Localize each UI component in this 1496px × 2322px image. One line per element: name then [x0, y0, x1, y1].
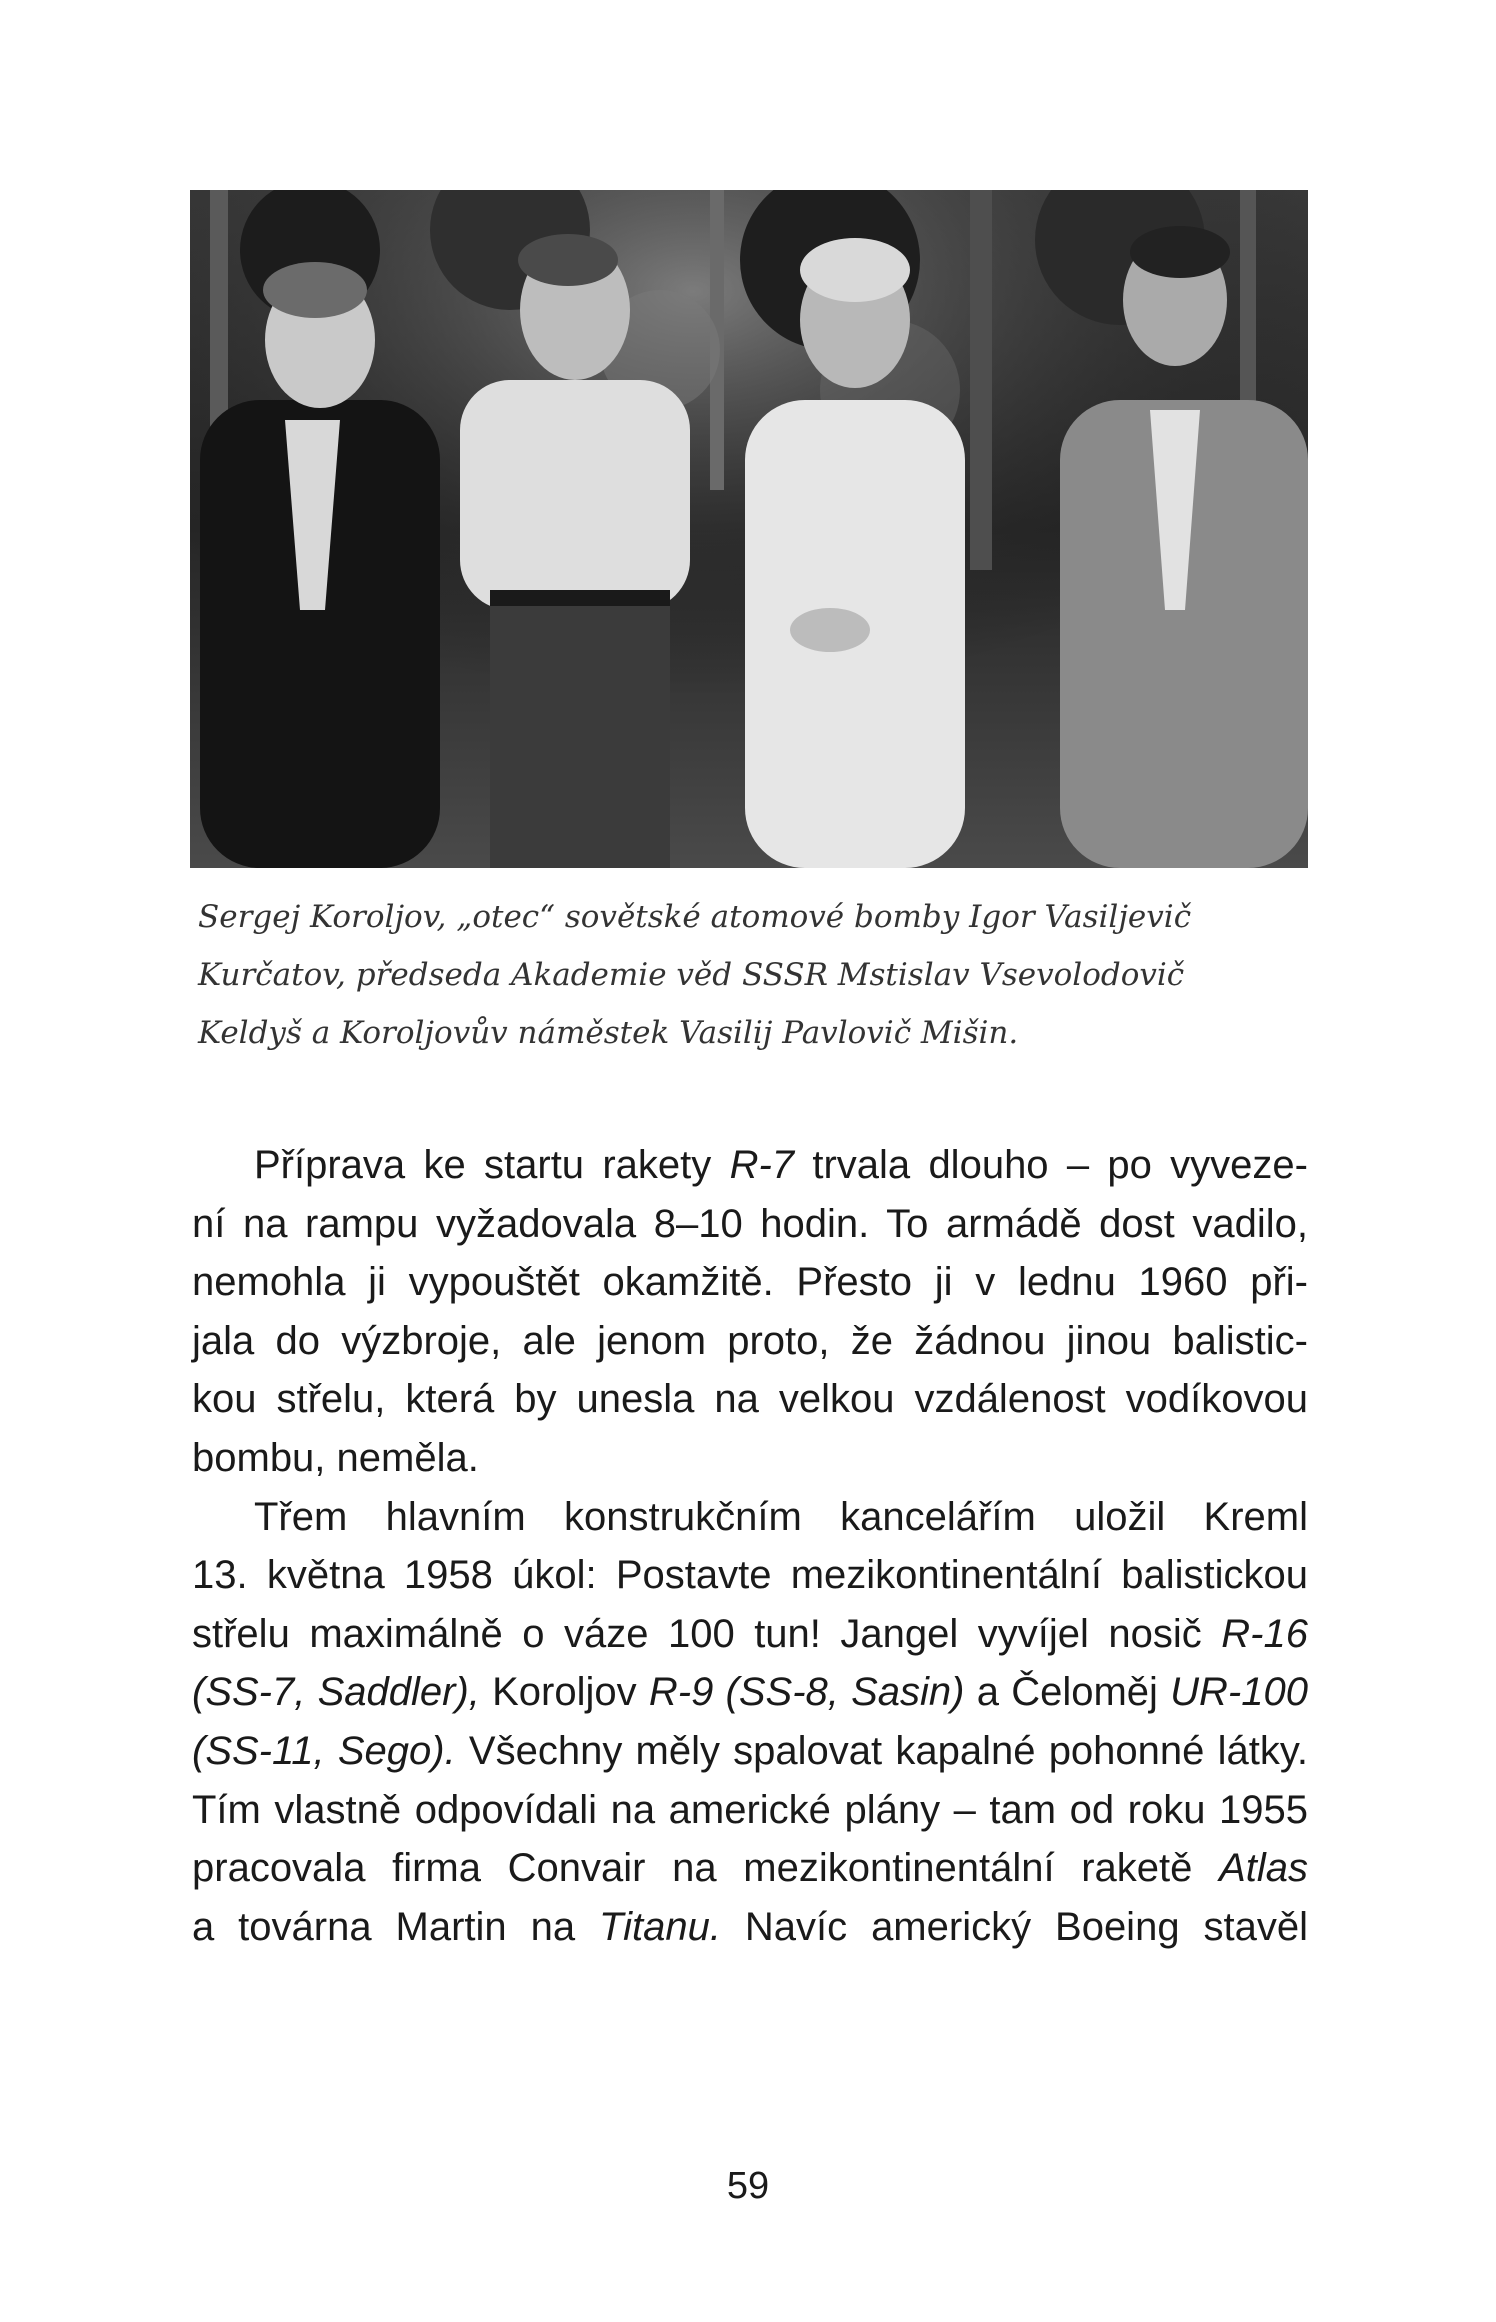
caption-line: Keldyš a Koroljovův náměstek Vasilij Pavlovič Mišin. [198, 1015, 1019, 1051]
photo-caption [198, 888, 1308, 1062]
caption-line: Sergej Koroljov, „otec“ sovětské atomové bomby Igor Vasiljevič [198, 899, 1192, 935]
text-line: Tím vlastně odpovídali na americké plány – tam od roku 1955 [192, 1787, 1308, 1832]
text-line: střelu maximálně o váze 100 tun! Jangel vyvíjel nosič R-16 [192, 1611, 1308, 1656]
body-text [192, 1136, 1308, 1956]
text-line: (SS-11, Sego). Všechny měly spalovat kapalné pohonné látky. [192, 1728, 1309, 1773]
text-line: 13. května 1958 úkol: Postavte mezikontinentální balistickou [192, 1553, 1308, 1598]
caption-line: Kurčatov, předseda Akademie věd SSSR Mstislav Vsevolodovič [198, 957, 1185, 993]
historical-photo [190, 190, 1308, 868]
text-line: Třem hlavním konstrukčním kancelářím uložil Kreml [254, 1494, 1308, 1539]
text-line: nemohla ji vypouštět okamžitě. Přesto ji v lednu 1960 při- [192, 1260, 1308, 1305]
text-line: bombu, neměla. [192, 1435, 479, 1480]
text-line: kou střelu, která by unesla na velkou vzdálenost vodíkovou [192, 1377, 1308, 1422]
text-line: jala do výzbroje, ale jenom proto, že žádnou jinou balistic- [192, 1318, 1308, 1363]
page-number: 59 [726, 2165, 770, 2207]
text-line: pracovala firma Convair na mezikontinentální raketě Atlas [192, 1846, 1308, 1891]
photo-four-men-icon [190, 190, 1308, 868]
text-line: ní na rampu vyžadovala 8–10 hodin. To armádě dost vadilo, [192, 1201, 1308, 1246]
text-line: Příprava ke startu rakety R-7 trvala dlouho – po vyveze- [254, 1143, 1308, 1187]
text-line: (SS-7, Saddler), Koroljov R-9 (SS-8, Sasin) a Čeloměj UR-100 [192, 1670, 1308, 1715]
text-line: a továrna Martin na Titanu. Navíc americký Boeing stavěl [192, 1904, 1308, 1949]
